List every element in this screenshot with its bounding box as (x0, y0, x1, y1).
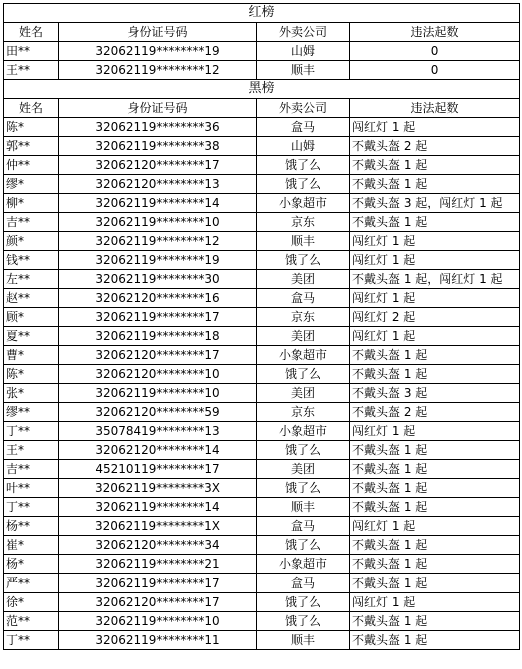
cell-violations: 不戴头盔 1 起 (350, 365, 520, 384)
black-row (4, 251, 520, 270)
black-row (4, 270, 520, 289)
cell-name: 丁** (4, 631, 59, 650)
cell-name: 叶** (4, 479, 59, 498)
cell-name: 陈* (4, 365, 59, 384)
black-row (4, 517, 520, 536)
cell-name: 缪** (4, 403, 59, 422)
cell-company: 小象超市 (257, 194, 350, 213)
cell-violations: 不戴头盔 1 起 (350, 460, 520, 479)
cell-violations: 不戴头盔 1 起，闯红灯 1 起 (350, 270, 520, 289)
cell-name: 杨* (4, 555, 59, 574)
cell-name: 顾* (4, 308, 59, 327)
cell-id: 32062119********21 (59, 555, 257, 574)
cell-company: 山姆 (257, 137, 350, 156)
black-row (4, 498, 520, 517)
cell-name: 张* (4, 384, 59, 403)
header-violations: 违法起数 (350, 99, 520, 118)
cell-company: 盒马 (257, 289, 350, 308)
cell-company: 饿了么 (257, 612, 350, 631)
black-row (4, 289, 520, 308)
cell-id: 32062120********34 (59, 536, 257, 555)
black-list-title: 黑榜 (4, 80, 520, 99)
cell-violations: 不戴头盔 1 起 (350, 612, 520, 631)
black-row (4, 403, 520, 422)
header-id: 身份证号码 (59, 99, 257, 118)
red-row (4, 42, 520, 61)
cell-violations: 不戴头盔 1 起 (350, 441, 520, 460)
cell-name: 左** (4, 270, 59, 289)
cell-name: 柳* (4, 194, 59, 213)
black-row (4, 593, 520, 612)
black-row (4, 327, 520, 346)
cell-id: 32062119********1X (59, 517, 257, 536)
cell-company: 顺丰 (257, 61, 350, 80)
cell-company: 美团 (257, 460, 350, 479)
black-row (4, 346, 520, 365)
header-company: 外卖公司 (257, 99, 350, 118)
black-row (4, 479, 520, 498)
black-row (4, 574, 520, 593)
cell-name: 曹* (4, 346, 59, 365)
header-name: 姓名 (4, 99, 59, 118)
header-id: 身份证号码 (59, 23, 257, 42)
black-row (4, 612, 520, 631)
cell-name: 颜* (4, 232, 59, 251)
black-row (4, 232, 520, 251)
header-company: 外卖公司 (257, 23, 350, 42)
cell-company: 京东 (257, 308, 350, 327)
cell-name: 赵** (4, 289, 59, 308)
header-name: 姓名 (4, 23, 59, 42)
cell-company: 饿了么 (257, 593, 350, 612)
cell-company: 顺丰 (257, 631, 350, 650)
cell-violations: 闯红灯 1 起 (350, 593, 520, 612)
header-violations: 违法起数 (350, 23, 520, 42)
black-row (4, 631, 520, 650)
cell-id: 32062119********17 (59, 574, 257, 593)
cell-violations: 不戴头盔 1 起 (350, 156, 520, 175)
cell-company: 饿了么 (257, 251, 350, 270)
cell-id: 32062119********14 (59, 194, 257, 213)
cell-violations: 不戴头盔 1 起 (350, 213, 520, 232)
red-row (4, 61, 520, 80)
cell-name: 缪* (4, 175, 59, 194)
cell-violations: 不戴头盔 1 起 (350, 479, 520, 498)
black-row (4, 213, 520, 232)
cell-company: 盒马 (257, 574, 350, 593)
cell-violations: 不戴头盔 1 起 (350, 175, 520, 194)
cell-name: 田** (4, 42, 59, 61)
cell-company: 饿了么 (257, 365, 350, 384)
cell-violations: 闯红灯 1 起 (350, 251, 520, 270)
red-title-row (4, 4, 520, 23)
cell-company: 京东 (257, 213, 350, 232)
cell-id: 32062119********14 (59, 498, 257, 517)
cell-id: 32062120********17 (59, 156, 257, 175)
black-row (4, 555, 520, 574)
black-row (4, 536, 520, 555)
cell-name: 丁** (4, 498, 59, 517)
cell-company: 饿了么 (257, 156, 350, 175)
cell-company: 盒马 (257, 118, 350, 137)
cell-violations: 闯红灯 2 起 (350, 308, 520, 327)
cell-violations: 闯红灯 1 起 (350, 327, 520, 346)
cell-violations: 闯红灯 1 起 (350, 517, 520, 536)
black-row (4, 384, 520, 403)
cell-violations: 闯红灯 1 起 (350, 232, 520, 251)
cell-id: 32062119********19 (59, 42, 257, 61)
cell-company: 小象超市 (257, 346, 350, 365)
red-header-row (4, 23, 520, 42)
cell-violations: 不戴头盔 1 起 (350, 631, 520, 650)
cell-violations: 不戴头盔 1 起 (350, 574, 520, 593)
cell-company: 京东 (257, 403, 350, 422)
cell-violations: 0 (350, 61, 520, 80)
cell-violations: 不戴头盔 1 起 (350, 498, 520, 517)
black-row (4, 118, 520, 137)
cell-id: 32062120********17 (59, 346, 257, 365)
cell-id: 32062120********17 (59, 593, 257, 612)
cell-id: 32062119********11 (59, 631, 257, 650)
red-list-title: 红榜 (4, 4, 520, 23)
cell-id: 32062120********13 (59, 175, 257, 194)
cell-id: 32062119********10 (59, 213, 257, 232)
cell-id: 32062119********17 (59, 308, 257, 327)
cell-name: 钱** (4, 251, 59, 270)
black-row (4, 308, 520, 327)
ranking-table (3, 3, 520, 650)
cell-id: 45210119********17 (59, 460, 257, 479)
cell-name: 陈* (4, 118, 59, 137)
cell-name: 徐* (4, 593, 59, 612)
cell-name: 王** (4, 61, 59, 80)
black-row (4, 137, 520, 156)
cell-violations: 闯红灯 1 起 (350, 118, 520, 137)
cell-violations: 不戴头盔 1 起 (350, 555, 520, 574)
cell-company: 美团 (257, 327, 350, 346)
cell-company: 饿了么 (257, 536, 350, 555)
cell-name: 仲** (4, 156, 59, 175)
black-header-row (4, 99, 520, 118)
black-row (4, 156, 520, 175)
cell-company: 饿了么 (257, 441, 350, 460)
cell-name: 吉** (4, 213, 59, 232)
black-row (4, 194, 520, 213)
cell-company: 美团 (257, 384, 350, 403)
cell-name: 丁** (4, 422, 59, 441)
cell-name: 范** (4, 612, 59, 631)
cell-company: 小象超市 (257, 422, 350, 441)
black-row (4, 422, 520, 441)
cell-id: 32062120********14 (59, 441, 257, 460)
cell-id: 32062119********12 (59, 232, 257, 251)
cell-violations: 不戴头盔 3 起 (350, 384, 520, 403)
cell-id: 32062119********38 (59, 137, 257, 156)
black-row (4, 460, 520, 479)
cell-name: 吉** (4, 460, 59, 479)
cell-id: 32062120********16 (59, 289, 257, 308)
cell-company: 顺丰 (257, 498, 350, 517)
cell-violations: 不戴头盔 1 起 (350, 536, 520, 555)
cell-violations: 不戴头盔 2 起 (350, 137, 520, 156)
black-title-row (4, 80, 520, 99)
cell-id: 32062119********30 (59, 270, 257, 289)
cell-name: 杨** (4, 517, 59, 536)
black-row (4, 365, 520, 384)
black-row (4, 441, 520, 460)
cell-violations: 闯红灯 1 起 (350, 422, 520, 441)
cell-company: 山姆 (257, 42, 350, 61)
cell-name: 王* (4, 441, 59, 460)
cell-company: 盒马 (257, 517, 350, 536)
cell-company: 饿了么 (257, 175, 350, 194)
cell-company: 顺丰 (257, 232, 350, 251)
cell-name: 严** (4, 574, 59, 593)
cell-violations: 0 (350, 42, 520, 61)
cell-violations: 不戴头盔 1 起 (350, 346, 520, 365)
cell-violations: 不戴头盔 3 起，闯红灯 1 起 (350, 194, 520, 213)
ranking-table-body (4, 4, 520, 650)
cell-violations: 不戴头盔 2 起 (350, 403, 520, 422)
cell-name: 夏** (4, 327, 59, 346)
cell-id: 32062119********18 (59, 327, 257, 346)
black-row (4, 175, 520, 194)
cell-company: 小象超市 (257, 555, 350, 574)
cell-name: 崔* (4, 536, 59, 555)
cell-id: 32062120********10 (59, 365, 257, 384)
cell-id: 32062119********10 (59, 612, 257, 631)
cell-id: 32062119********19 (59, 251, 257, 270)
cell-id: 32062120********59 (59, 403, 257, 422)
cell-violations: 闯红灯 1 起 (350, 289, 520, 308)
cell-company: 饿了么 (257, 479, 350, 498)
cell-id: 32062119********12 (59, 61, 257, 80)
cell-id: 32062119********10 (59, 384, 257, 403)
cell-id: 35078419********13 (59, 422, 257, 441)
cell-id: 32062119********3X (59, 479, 257, 498)
cell-company: 美团 (257, 270, 350, 289)
cell-id: 32062119********36 (59, 118, 257, 137)
cell-name: 郭** (4, 137, 59, 156)
